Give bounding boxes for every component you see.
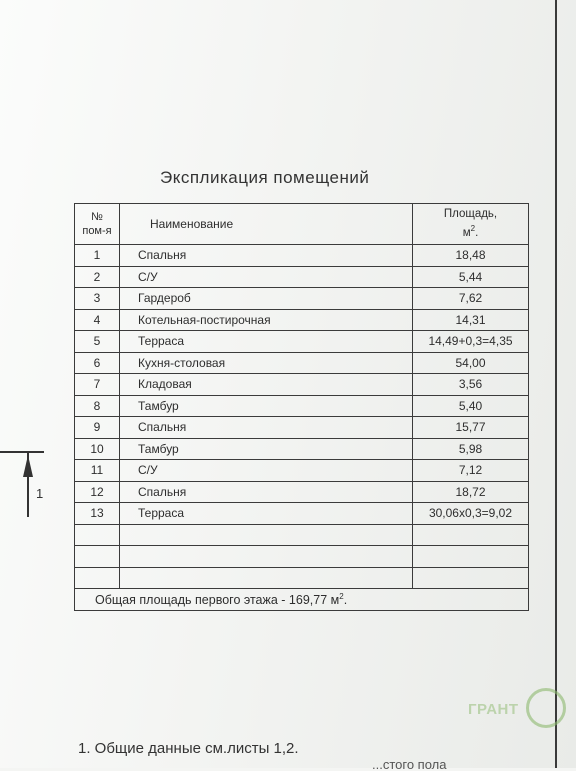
- row-number: [75, 524, 120, 546]
- room-area: 30,06x0,3=9,02: [413, 503, 529, 525]
- superscript-2: 2: [470, 224, 476, 234]
- room-area: 18,48: [413, 245, 529, 267]
- room-area: 54,00: [413, 352, 529, 374]
- table-row: [75, 438, 529, 460]
- header-number: [75, 204, 120, 245]
- room-name: Спальня: [120, 417, 413, 439]
- room-name: Кладовая: [120, 374, 413, 396]
- room-area: 18,72: [413, 481, 529, 503]
- header-number-line2: пом-я: [82, 225, 112, 237]
- superscript-2: 2: [339, 591, 344, 601]
- room-name: [120, 546, 413, 568]
- row-number: 5: [75, 331, 120, 353]
- table-row: [75, 460, 529, 482]
- watermark-circle-icon: [526, 688, 566, 728]
- table-row: [75, 266, 529, 288]
- row-number: 8: [75, 395, 120, 417]
- room-area: 7,12: [413, 460, 529, 482]
- section-label: 1: [36, 486, 44, 501]
- table-row: [75, 546, 529, 568]
- note-tail-text: ...стого пола: [372, 757, 447, 771]
- room-area: 15,77: [413, 417, 529, 439]
- table-row: [75, 481, 529, 503]
- table-row: [75, 288, 529, 310]
- general-note: 1. Общие данные см.листы 1,2.: [78, 740, 299, 757]
- row-number: 1: [75, 245, 120, 267]
- room-name: С/У: [120, 460, 413, 482]
- room-area: [413, 567, 529, 589]
- row-number: 10: [75, 438, 120, 460]
- room-name: Тамбур: [120, 438, 413, 460]
- table-row: [75, 417, 529, 439]
- room-area: 5,40: [413, 395, 529, 417]
- watermark-logo: [468, 688, 568, 734]
- table-row: [75, 395, 529, 417]
- table-row: [75, 374, 529, 396]
- table-row: [75, 245, 529, 267]
- total-area: Общая площадь первого этажа - 169,77 $м^2$.: [75, 589, 529, 611]
- room-name: Гардероб: [120, 288, 413, 310]
- room-name: Котельная-постирочная: [120, 309, 413, 331]
- row-number: 7: [75, 374, 120, 396]
- header-area-line1: Площадь,: [443, 207, 498, 220]
- room-name: [120, 567, 413, 589]
- row-number: [75, 567, 120, 589]
- row-number: 4: [75, 309, 120, 331]
- room-area: [413, 524, 529, 546]
- room-area: 5,98: [413, 438, 529, 460]
- room-area: 7,62: [413, 288, 529, 310]
- total-row: [75, 589, 529, 611]
- room-area: [413, 546, 529, 568]
- room-area: 14,49+0,3=4,35: [413, 331, 529, 353]
- explication-table: [74, 203, 529, 611]
- table-row: [75, 309, 529, 331]
- room-name: [120, 524, 413, 546]
- row-number: 3: [75, 288, 120, 310]
- row-number: 12: [75, 481, 120, 503]
- room-name: Терраса: [120, 503, 413, 525]
- page-title: Экспликация помещений: [160, 168, 370, 187]
- room-name: Спальня: [120, 245, 413, 267]
- row-number: [75, 546, 120, 568]
- section-stem: [27, 453, 29, 517]
- room-name: С/У: [120, 266, 413, 288]
- frame-border: [555, 0, 557, 768]
- table-row: [75, 331, 529, 353]
- table-row: [75, 503, 529, 525]
- table-row: [75, 524, 529, 546]
- header-area-unit: м: [462, 227, 471, 240]
- watermark-text: ГРАНТ: [468, 701, 519, 718]
- room-name: Терраса: [120, 331, 413, 353]
- total-area-text: Общая площадь первого этажа - 169,77 м: [95, 592, 340, 607]
- row-number: 2: [75, 266, 120, 288]
- room-name: Спальня: [120, 481, 413, 503]
- table-header-row: [75, 204, 529, 245]
- row-number: 13: [75, 503, 120, 525]
- section-line: [0, 451, 44, 453]
- room-area: 5,44: [413, 266, 529, 288]
- room-area: 14,31: [413, 309, 529, 331]
- header-number-line1: №: [91, 211, 103, 223]
- row-number: 11: [75, 460, 120, 482]
- room-name: Тамбур: [120, 395, 413, 417]
- table-row: [75, 567, 529, 589]
- table-row: [75, 352, 529, 374]
- header-area-line2: $м^2$.: [462, 224, 479, 240]
- row-number: 6: [75, 352, 120, 374]
- header-area: [413, 204, 529, 245]
- header-name: Наименование: [120, 204, 413, 245]
- row-number: 9: [75, 417, 120, 439]
- room-name: Кухня-столовая: [120, 352, 413, 374]
- room-area: 3,56: [413, 374, 529, 396]
